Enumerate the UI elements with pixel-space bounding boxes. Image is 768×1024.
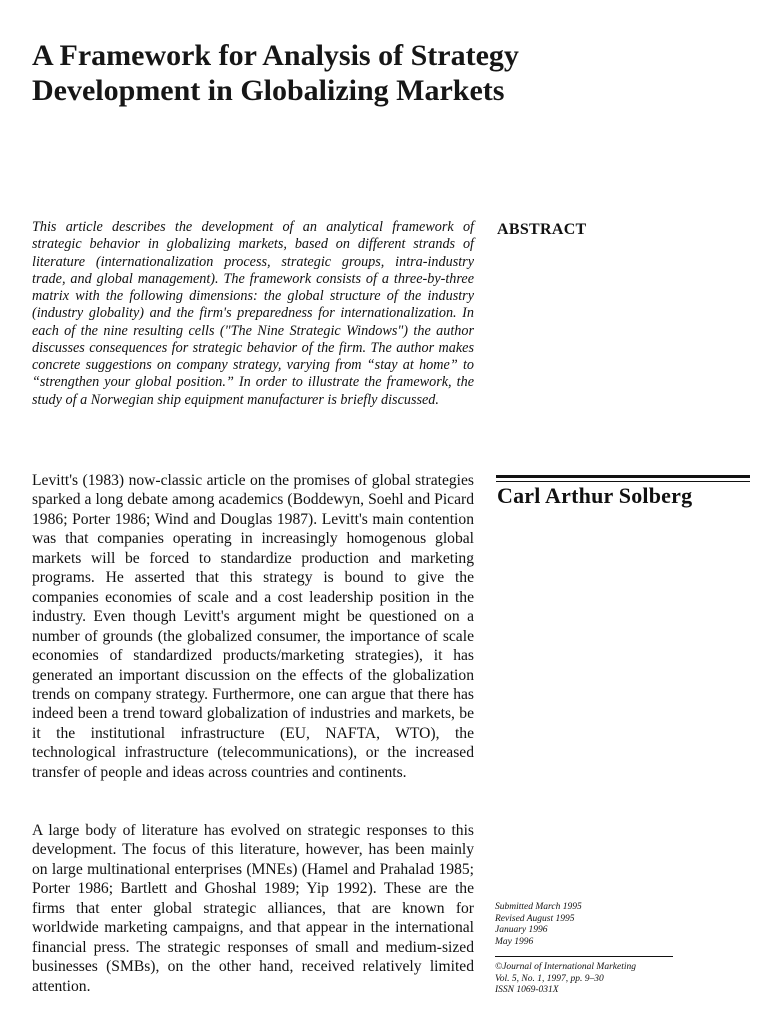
submitted-date: Submitted March 1995 [495,902,582,912]
body-paragraph-2: A large body of literature has evolved on strategic responses to this development. The focus of this literature, however, has been mainly on large multinational enterprises (MNEs) (Hamel and Prahalad 1985; Porter 1986; Bartlett and Ghoshal 1989; Yip 1992). These are the firms that enter global strategic alliances, that are known for worldwide marketing campaigns, and that appear in the international financial press. The strategic responses of small and medium-sized businesses (SMBs), on the other hand, received relatively limited attention. [32,822,474,995]
revised-date-2: January 1996 [495,925,548,935]
article-title [32,38,672,108]
metadata-divider [495,956,673,957]
issn: ISSN 1069-031X [495,985,559,995]
publication-info [495,962,675,997]
abstract-heading: ABSTRACT [497,221,587,238]
volume-info: Vol. 5, No. 1, 1997, pp. 9–30 [495,973,604,984]
body-paragraph-1: Levitt's (1983) now-classic article on the promises of global strategies sparked a long debate among academics (Boddewyn, Soehl and Picard 1986; Porter 1986; Wind and Douglas 1987). Levitt's main contention was that companies operating in increasingly homogenous global markets will be forced to standardize production and marketing programs. He asserted that this strategy is bound to give the companies economies of scale and a cost leadership position in the industry. Even though Levitt's argument might be questioned on a number of grounds (the globalized consumer, the importance of scale economies of standardized products/marketing strategies), it has generated an important discussion on the effects of the globalization trends on company strategy. Furthermore, one can argue that there has indeed been a trend toward globalization of industries and markets, be it the institutional infrastructure (EU, NAFTA, WTO), the technological infrastructure (telecommunications), or the increased transfer of people and ideas across countries and continents. [32,472,474,781]
journal-name: ©Journal of International Marketing [495,962,636,972]
author-rule-thick [496,475,750,478]
submission-dates [495,902,675,948]
author-name: Carl Arthur Solberg [497,483,693,508]
revised-date: Revised August 1995 [495,913,575,924]
abstract-text: This article describes the development of an analytical framework of strategic behavior in globalizing markets, based on different strands of literature (internationalization process, strategic groups, intra-industry trade, and global management). The framework consists of a three-by-three matrix with the following dimensions: the global structure of the industry (industry globality) and the firm's preparedness for internationalization. In each of the nine resulting cells ("The Nine Strategic Windows") the author discusses consequences for strategic behavior of the firm. The author makes concrete suggestions on company strategy, varying from “stay at home” to “strengthen your global position.” In order to illustrate the framework, the study of a Norwegian ship equipment manufacturer is briefly discussed. [32,219,474,408]
author-rule-thin [496,481,750,482]
title-line-2: Development in Globalizing Markets [32,74,505,107]
revised-date-3: May 1996 [495,936,534,947]
title-line-1: A Framework for Analysis of Strategy [32,39,519,72]
